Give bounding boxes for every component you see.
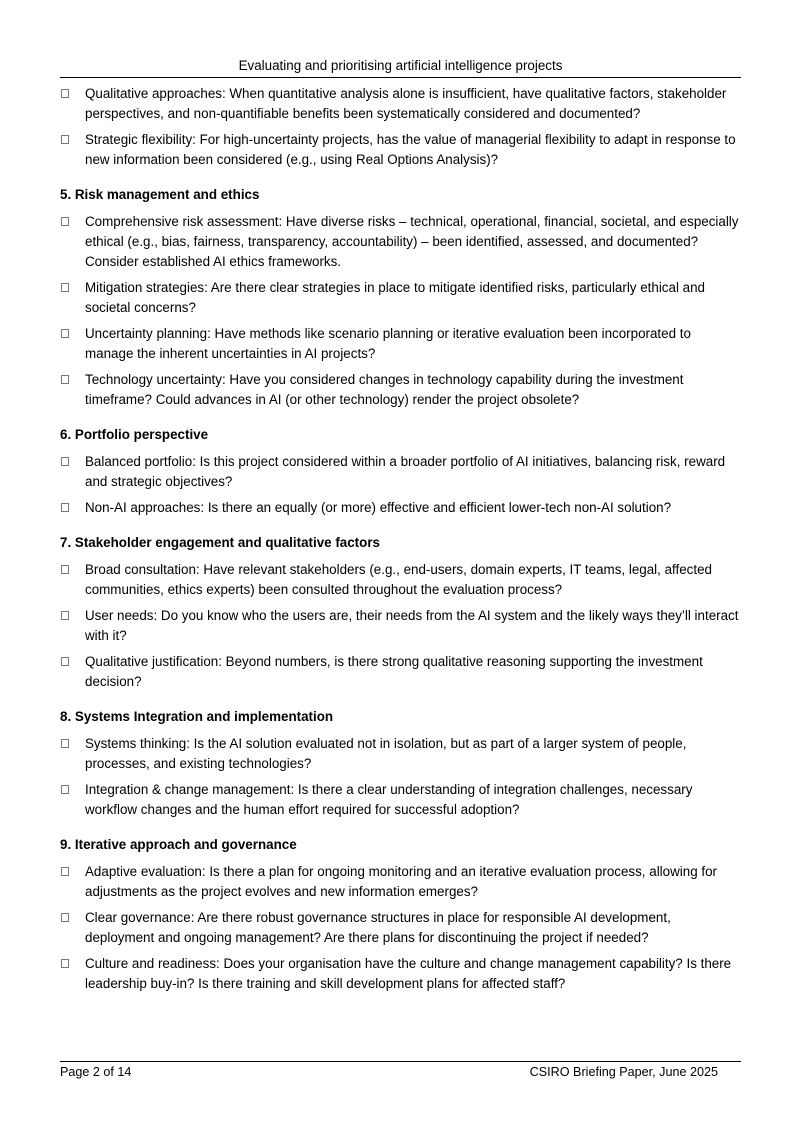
checklist-item [60,278,741,318]
checkbox-icon[interactable] [61,739,69,748]
checklist-item-text: Strategic flexibility: For high-uncertainty projects, has the value of managerial flexibility to adapt in response to new information been considered (e.g., using Real Options Analysis)? [85,132,736,167]
checklist-item [60,370,741,410]
checklist-item [60,560,741,600]
page-content [60,84,741,1000]
checklist-item [60,908,741,948]
checklist-item [60,130,741,170]
checklist-item-text: Non-AI approaches: Is there an equally (or more) effective and efficient lower-tech non-AI solution? [85,500,672,515]
checklist-item-text: Broad consultation: Have relevant stakeholders (e.g., end-users, domain experts, IT teams, legal, affected communities, ethics experts) been consulted throughout the evaluation process? [85,562,712,597]
checkbox-icon[interactable] [61,565,69,574]
section-heading: 7. Stakeholder engagement and qualitative factors [60,535,380,550]
checklist-item-text: Technology uncertainty: Have you considered changes in technology capability during the investment timeframe? Could advances in AI (or other technology) render the project obsolete? [85,372,684,407]
checklist-item [60,498,741,518]
checklist-section [60,185,741,410]
page-number: Page 2 of 14 [60,1065,132,1079]
checklist-item [60,606,741,646]
checkbox-icon[interactable] [61,283,69,292]
checkbox-icon[interactable] [61,457,69,466]
footer-divider [60,1061,741,1062]
page-header-title: Evaluating and prioritising artificial intelligence projects [238,58,563,73]
checkbox-icon[interactable] [61,89,69,98]
checklist-item-text: Comprehensive risk assessment: Have diverse risks – technical, operational, financial, societal, and especially ethical (e.g., bias, fairness, transparency, accountability) – been identified, assessed, and documented? Consider established AI ethics frameworks. [85,214,739,269]
checkbox-icon[interactable] [61,503,69,512]
checklist-item [60,452,741,492]
checkbox-icon[interactable] [61,959,69,968]
checklist-item [60,954,741,994]
section-heading: 9. Iterative approach and governance [60,837,297,852]
checkbox-icon[interactable] [61,329,69,338]
checkbox-icon[interactable] [61,611,69,620]
intro-checklist [60,84,741,170]
checklist-item [60,862,741,902]
checkbox-icon[interactable] [61,657,69,666]
checklist-item-text: Systems thinking: Is the AI solution evaluated not in isolation, but as part of a larger system of people, processes, and existing technologies? [85,736,687,771]
checkbox-icon[interactable] [61,867,69,876]
checklist-item [60,652,741,692]
checkbox-icon[interactable] [61,217,69,226]
checkbox-icon[interactable] [61,375,69,384]
checklist-item-text: User needs: Do you know who the users are, their needs from the AI system and the likely ways they’ll interact with it? [85,608,739,643]
checklist-item-text: Uncertainty planning: Have methods like scenario planning or iterative evaluation been incorporated to manage the inherent uncertainties in AI projects? [85,326,691,361]
checklist-section [60,533,741,692]
checklist-item-text: Integration & change management: Is there a clear understanding of integration challenges, necessary workflow changes and the human effort required for successful adoption? [85,782,693,817]
checklist-item-text: Mitigation strategies: Are there clear strategies in place to mitigate identified risks, particularly ethical and societal concerns? [85,280,705,315]
checklist-item [60,734,741,774]
checklist-item [60,212,741,272]
section-heading: 6. Portfolio perspective [60,427,209,442]
checklist-section [60,425,741,518]
checklist-item [60,84,741,124]
checklist-item-text: Balanced portfolio: Is this project considered within a broader portfolio of AI initiatives, balancing risk, reward and strategic objectives? [85,454,726,489]
checklist-item-text: Qualitative justification: Beyond numbers, is there strong qualitative reasoning supporting the investment decision? [85,654,703,689]
checklist-item-text: Culture and readiness: Does your organisation have the culture and change management capability? Is there leadership buy-in? Is there training and skill development plans for affected staff? [85,956,732,991]
checklist-item-text: Adaptive evaluation: Is there a plan for ongoing monitoring and an iterative evaluation process, allowing for adjustments as the project evolves and new information emerges? [85,864,717,899]
checklist-item [60,780,741,820]
header-divider [60,77,741,78]
checklist-section [60,835,741,994]
checkbox-icon[interactable] [61,785,69,794]
checkbox-icon[interactable] [61,913,69,922]
checklist-item [60,324,741,364]
checklist-sections [60,185,741,994]
checklist-item-text: Qualitative approaches: When quantitative analysis alone is insufficient, have qualitative factors, stakeholder perspectives, and non-quantifiable benefits been systematically considered and documented? [85,86,727,121]
checklist-item-text: Clear governance: Are there robust governance structures in place for responsible AI development, deployment and ongoing management? Are there plans for discontinuing the project if needed? [85,910,671,945]
checkbox-icon[interactable] [61,135,69,144]
footer-source: CSIRO Briefing Paper, June 2025 [529,1065,718,1079]
section-heading: 5. Risk management and ethics [60,187,260,202]
checklist-section [60,707,741,820]
section-heading: 8. Systems Integration and implementation [60,709,334,724]
